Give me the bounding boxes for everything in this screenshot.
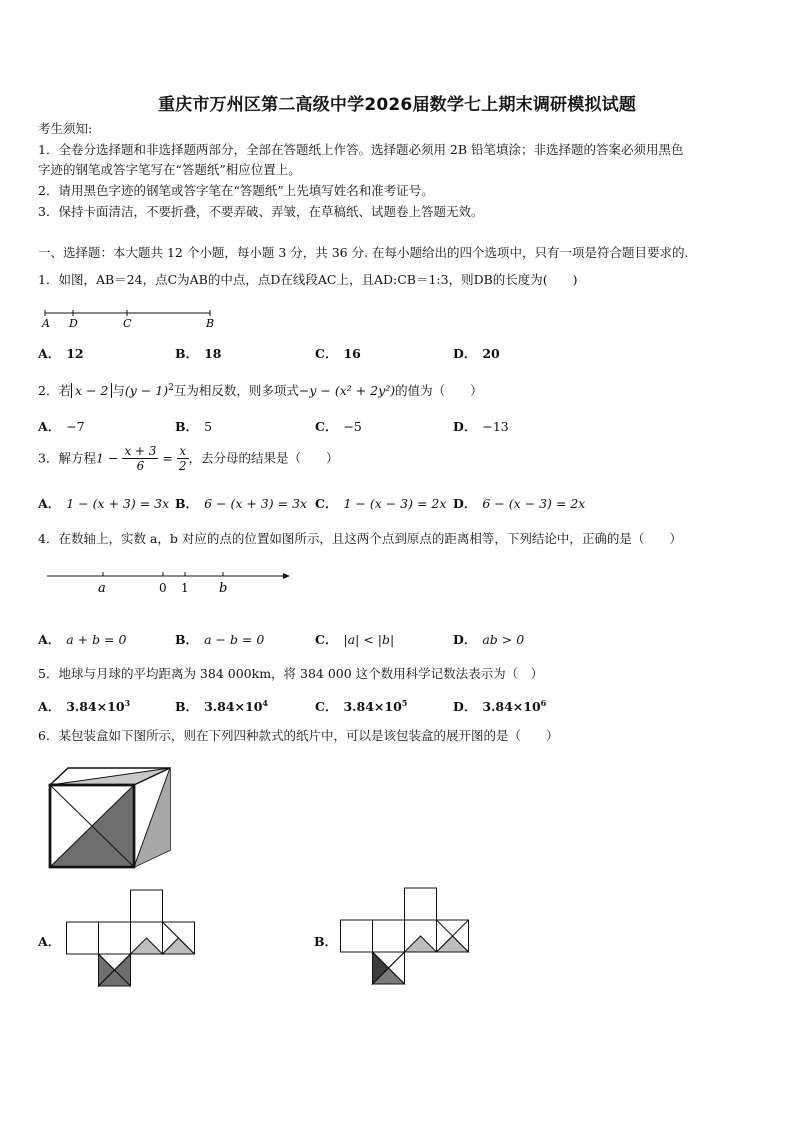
q1-point-d: D (69, 317, 78, 330)
q5-option-d[interactable]: D． $3.84\times 10^6$ (453, 697, 547, 714)
question-1-stem: 1．如图，AB＝24，点C为AB的中点，点D在线段AC上，且AD:CB＝1:3，则DB的长度为( ) (38, 272, 578, 287)
notice-item-1-cont: 字迹的钢笔或答字笔写在“答题纸”相应位置上。 (38, 162, 301, 177)
question-4-stem: 4．在数轴上，实数 a，b 对应的点的位置如图所示，且这两个点到原点的距离相等，下列结论中，正确的是（ ） (38, 531, 682, 546)
axis-label-a: a (98, 581, 106, 596)
q3-option-d[interactable]: D． 6 − (x − 3) = 2x (453, 496, 586, 511)
q4-option-b[interactable]: B． a − b = 0 (175, 632, 265, 647)
q4-option-c[interactable]: C． |a| < |b| (315, 632, 395, 647)
q5-option-b[interactable]: B． $3.84\times 10^4$ (175, 697, 268, 714)
q6-option-b-label[interactable]: B． (314, 934, 338, 949)
q1-segment-figure (40, 305, 230, 335)
axis-label-0: 0 (159, 581, 167, 595)
q4-option-d[interactable]: D． ab > 0 (453, 632, 525, 647)
package-box-figure (48, 765, 173, 870)
q5-option-c[interactable]: C． $3.84\times 10^5$ (315, 697, 408, 714)
question-3-stem: 3．解方程1 − $\frac{x + 3}{6}$ = $\frac{x}{2}$ ，去分母的结果是（ ） (38, 444, 339, 473)
q2-option-d[interactable]: D． −13 (453, 419, 509, 434)
notice-item-1: 1．全卷分选择题和非选择题两部分，全部在答题纸上作答。选择题必须用 2B 铅笔填涂；非选择题的答案必须用黑色 (38, 142, 684, 157)
q1-option-d[interactable]: D． 20 (453, 346, 500, 361)
notice-item-3: 3．保持卡面清洁，不要折叠，不要弄破、弄皱，在草稿纸、试题卷上答题无效。 (38, 204, 484, 219)
notice-item-2: 2．请用黑色字迹的钢笔或答字笔在“答题纸”上先填写姓名和准考证号。 (38, 183, 434, 198)
q2-option-b[interactable]: B． 5 (175, 419, 213, 434)
q3-option-b[interactable]: B． 6 − (x + 3) = 3x (175, 496, 308, 511)
page-title: 重庆市万州区第二高级中学2026届数学七上期末调研模拟试题 (157, 95, 637, 115)
question-5-stem: 5．地球与月球的平均距离为 384 000km，将 384 000 这个数用科学记数法表示为（ ） (38, 666, 544, 681)
q1-option-a[interactable]: A． 12 (38, 346, 84, 361)
q4-number-line (45, 565, 295, 600)
q4-option-a[interactable]: A． a + b = 0 (38, 632, 127, 647)
question-6-stem: 6．某包装盒如下图所示，则在下列四种款式的纸片中，可以是该包装盒的展开图的是（ ） (38, 728, 559, 743)
q3-option-c[interactable]: C． 1 − (x − 3) = 2x (315, 496, 447, 511)
q1-option-b[interactable]: B． 18 (175, 346, 222, 361)
q1-point-a: A (42, 317, 50, 330)
q2-option-a[interactable]: A． −7 (38, 419, 85, 434)
q2-option-c[interactable]: C． −5 (315, 419, 362, 434)
section-heading: 一、选择题：本大题共 12 个小题，每小题 3 分，共 36 分. 在每小题给出的四个选项中，只有一项是符合题目要求的. (38, 245, 689, 260)
question-2-stem: 2．若 x − 2 与$(y - 1)^2$互为相反数，则多项式−y − (x² + 2y²)的值为（ ） (38, 383, 483, 399)
axis-label-1: 1 (181, 581, 189, 595)
q6-option-a-label[interactable]: A． (38, 934, 61, 949)
q6-option-a-net[interactable] (66, 889, 198, 989)
q1-point-c: C (123, 317, 132, 330)
notice-heading: 考生须知: (38, 121, 93, 136)
q3-option-a[interactable]: A． 1 − (x + 3) = 3x (38, 496, 170, 511)
q6-option-b-net[interactable] (340, 887, 472, 987)
q5-option-a[interactable]: A． $3.84\times 10^3$ (38, 697, 131, 714)
q1-point-b: B (206, 317, 215, 330)
axis-label-b: b (219, 581, 228, 596)
q1-option-c[interactable]: C． 16 (315, 346, 361, 361)
